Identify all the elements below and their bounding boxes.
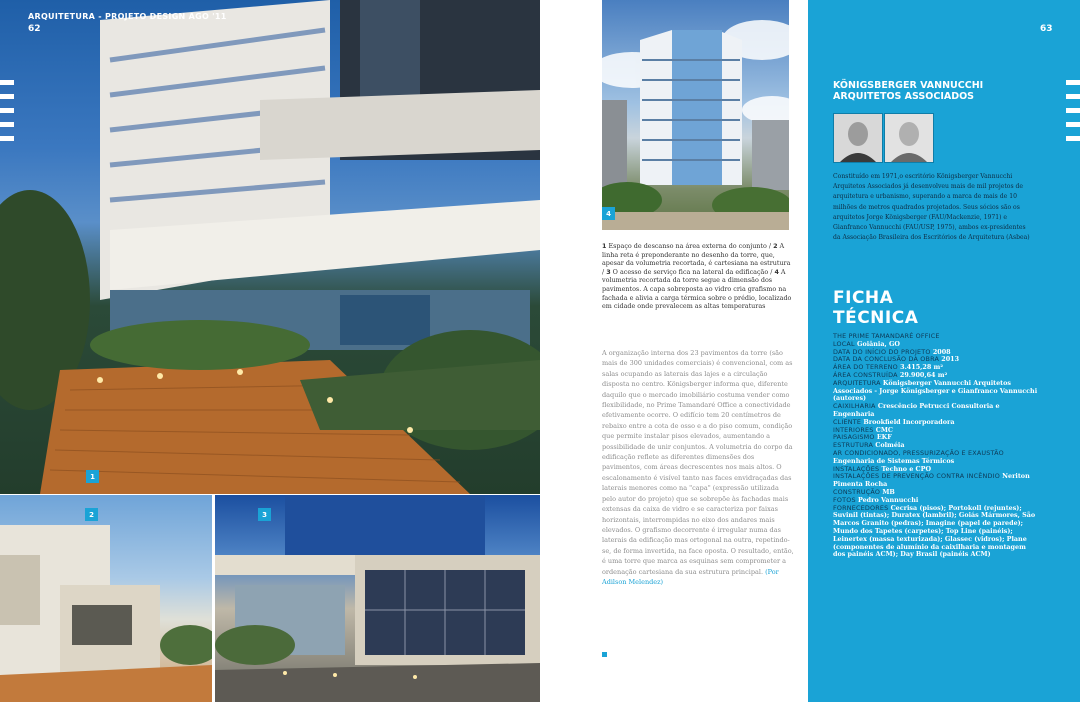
ficha-value: Goiânia, GO: [857, 339, 900, 348]
ficha-value: 29.900,64 m²: [899, 370, 948, 379]
tower-exterior-illustration: [602, 0, 789, 230]
building-terrace-photo: [0, 0, 540, 494]
firm-name: [833, 80, 1043, 102]
photo-captions: [602, 242, 792, 311]
left-edge-marks: [0, 80, 14, 141]
tower-exterior-photo: [602, 0, 789, 230]
portrait-photo-1: [834, 114, 882, 162]
architect-portrait-2: [884, 113, 934, 163]
figure-number-2: 2: [85, 508, 98, 521]
ficha-value: Königsberger Vannucchi Arquitetos Associados - Jorge Königsberger e Gianfranco Vannucchi (autores): [833, 378, 1038, 403]
ficha-key: CLIENTE: [833, 417, 864, 426]
ficha-key: FOTOS: [833, 495, 858, 504]
caption-number-2: 2: [773, 242, 778, 250]
figure-number-4: 4: [602, 207, 615, 220]
ficha-key: FORNECEDORES: [833, 503, 891, 512]
ficha-value: Techno e CPO: [881, 464, 932, 473]
ficha-key: INSTALAÇÕES: [833, 464, 882, 473]
caption-text-1: Espaço de descanso na área externa do conjunto /: [606, 242, 774, 250]
ficha-value: 2008: [932, 347, 951, 356]
ficha-value: Neriton Pimenta Rocha: [833, 472, 1030, 489]
portrait-photo-2: [885, 114, 933, 162]
ficha-key: LOCAL: [833, 339, 857, 348]
ficha-value: Pedro Vannucchi: [857, 495, 919, 504]
ficha-value: Cecrisa (pisos); Portokoll (rejuntes); Suvinil (tintas); Duratex (lambril); Goiás Mármores, São Marcos Granito (pedras); Imagine (papel de parede); Mundo dos Tapetes (carpetes); Top Line (painéis); Leinertex (massa texturizada); Glassec (vidros); Plane (componentes de alumínio da caixilharia e montagem dos painéis ACM); Day Brasil (painéis ACM): [833, 503, 1036, 559]
tower-base-illustration: [215, 495, 540, 702]
ficha-key: AR CONDICIONADO, PRESSURIZAÇÃO E EXAUSTÃO: [833, 448, 1004, 457]
ficha-key: ÁREA DO TERRENO: [833, 363, 901, 372]
ficha-value: Colméia: [875, 441, 905, 450]
article-body: [602, 348, 794, 587]
caption-number-3: 3: [606, 267, 611, 276]
caption-text-4: A volumetria recortada da torre segue a dimensão dos pavimentos. A capa sobreposta ao vidro cria grafismo na fachada e alivia a carga térmica sobre o prédio, localizado em cidade onde prevalecem as altas temperaturas: [602, 267, 792, 311]
firm-biography: Constituído em 1971,o escritório Königsberger Vannucchi Arquitetos Associados já desenvolveu mais de mil projetos de arquitetura e urbanismo, superando a marca de mais de 10 milhões de metros quadrados projetados. Seus sócios são os arquitetos Jorge Königsberger (FAU/Mackenzie, 1971) e Gianfranco Vannucchi (FAU/USP, 1975), ambos ex-presidentes da Associação Brasileira dos Escritórios de Arquitetura (Asbea): [833, 173, 1030, 242]
ficha-value: Crescêncio Petrucci Consultoria e Engenharia: [833, 402, 1000, 418]
caption-text-3: O acesso de serviço fica na lateral da edificação /: [610, 267, 775, 276]
ficha-value: CMC: [875, 425, 893, 434]
ficha-key: ESTRUTURA: [833, 441, 876, 450]
figure-number-1: 1: [86, 470, 99, 483]
firm-name-line-1: KÖNIGSBERGER VANNUCCHI: [833, 80, 984, 91]
page-number-left: 62: [28, 24, 41, 34]
tower-base-photo: [215, 495, 540, 702]
ficha-row: [833, 505, 1038, 560]
ficha-key: DATA DA CONCLUSÃO DA OBRA: [833, 355, 942, 364]
ficha-title-line-1: FICHA: [833, 288, 894, 308]
ficha-key: CONSTRUÇÃO: [833, 487, 883, 496]
page-number-right: 63: [1040, 24, 1053, 34]
running-header: ARQUITETURA - PROJETO DESIGN AGO '11: [28, 12, 227, 21]
ficha-key: INSTALAÇÕES DE PREVENÇÃO CONTRA INCÊNDIO: [833, 472, 1003, 481]
figure-number-3: 3: [258, 508, 271, 521]
ficha-key: ÁREA CONSTRUÍDA: [833, 370, 900, 379]
ficha-value: Engenharia de Sistemas Térmicos: [833, 456, 955, 465]
ficha-tecnica-title: [833, 288, 918, 328]
caption-text-2: A linha reta é preponderante no desenho da torre, que, apesar da volumetria recortada, é cartesiana na estrutura /: [602, 242, 791, 276]
ficha-value: EKF: [876, 433, 892, 442]
service-entrance-illustration: [0, 495, 212, 702]
ficha-title-line-2: TÉCNICA: [833, 308, 919, 328]
technical-sheet: [833, 333, 1038, 559]
building-terrace-illustration: [0, 0, 540, 494]
ficha-key: CAIXILHARIA: [833, 402, 878, 411]
article-body-text: A organização interna dos 23 pavimentos da torre (são mais de 300 unidades comerciais) é convencional, com as salas ocupando as laterais das lajes e a circulação disposta no centro. Königsberger informa que, diferente daquilo que o mercado imobiliário costuma vender como flexibilidade, no Prime Tamandaré Office a conectividade efetivamente ocorre. O edifício tem 20 centímetros de rebaixo entre a cota de osso e a do piso comum, condição que permite instalar pisos elevados, aumentando a possibilidade de unir conjuntos. A volumetria do corpo da edificação reflete as diferentes dimensões dos pavimentos, com áreas decrescentes nos mais altos. O escalonamento é visível tanto nas faces envidraçadas das laterais menores como na "capa" (expressão utilizada pelo autor do projeto) que se sobrepõe às fachadas mais extensas da caixa de vidro e se caracteriza por faixas horizontais, interrompidas no eixo dos andares mais elevados. O grafismo decorrente é irregular numa das laterais da edificação mas ortogonal na outra, repetindo-se, de forma invertida, na face oposta. O resultado, então, é uma torre que marca as esquinas sem comprometer a ordenação cartesiana da sua estrutura principal.: [602, 349, 794, 576]
ficha-row: [833, 450, 1038, 466]
ficha-row: [833, 380, 1038, 403]
ficha-value: Brookfield Incorporadora: [863, 417, 955, 426]
caption-number-1: 1: [602, 242, 607, 250]
caption-number-4: 4: [774, 267, 779, 276]
ficha-key: PAISAGISMO: [833, 433, 877, 442]
ficha-value: 2013: [941, 355, 960, 364]
ficha-key: THE PRIME TAMANDARÉ OFFICE: [833, 332, 940, 340]
architect-portrait-1: [833, 113, 883, 163]
right-edge-marks: [1066, 80, 1080, 141]
ficha-key: INTERIORES: [833, 425, 876, 434]
ficha-row: [833, 403, 1038, 419]
author-credit: (Por Adilson Melendez): [602, 567, 779, 586]
ficha-key: DATA DO INÍCIO DO PROJETO: [833, 347, 933, 356]
ficha-key: ARQUITETURA: [833, 378, 883, 387]
service-entrance-photo: [0, 495, 212, 702]
article-end-mark: [602, 652, 607, 657]
firm-name-line-2: ARQUITETOS ASSOCIADOS: [833, 91, 975, 102]
ficha-row: [833, 473, 1038, 489]
ficha-value: 3.415,28 m²: [900, 363, 944, 372]
ficha-value: MB: [882, 487, 895, 496]
